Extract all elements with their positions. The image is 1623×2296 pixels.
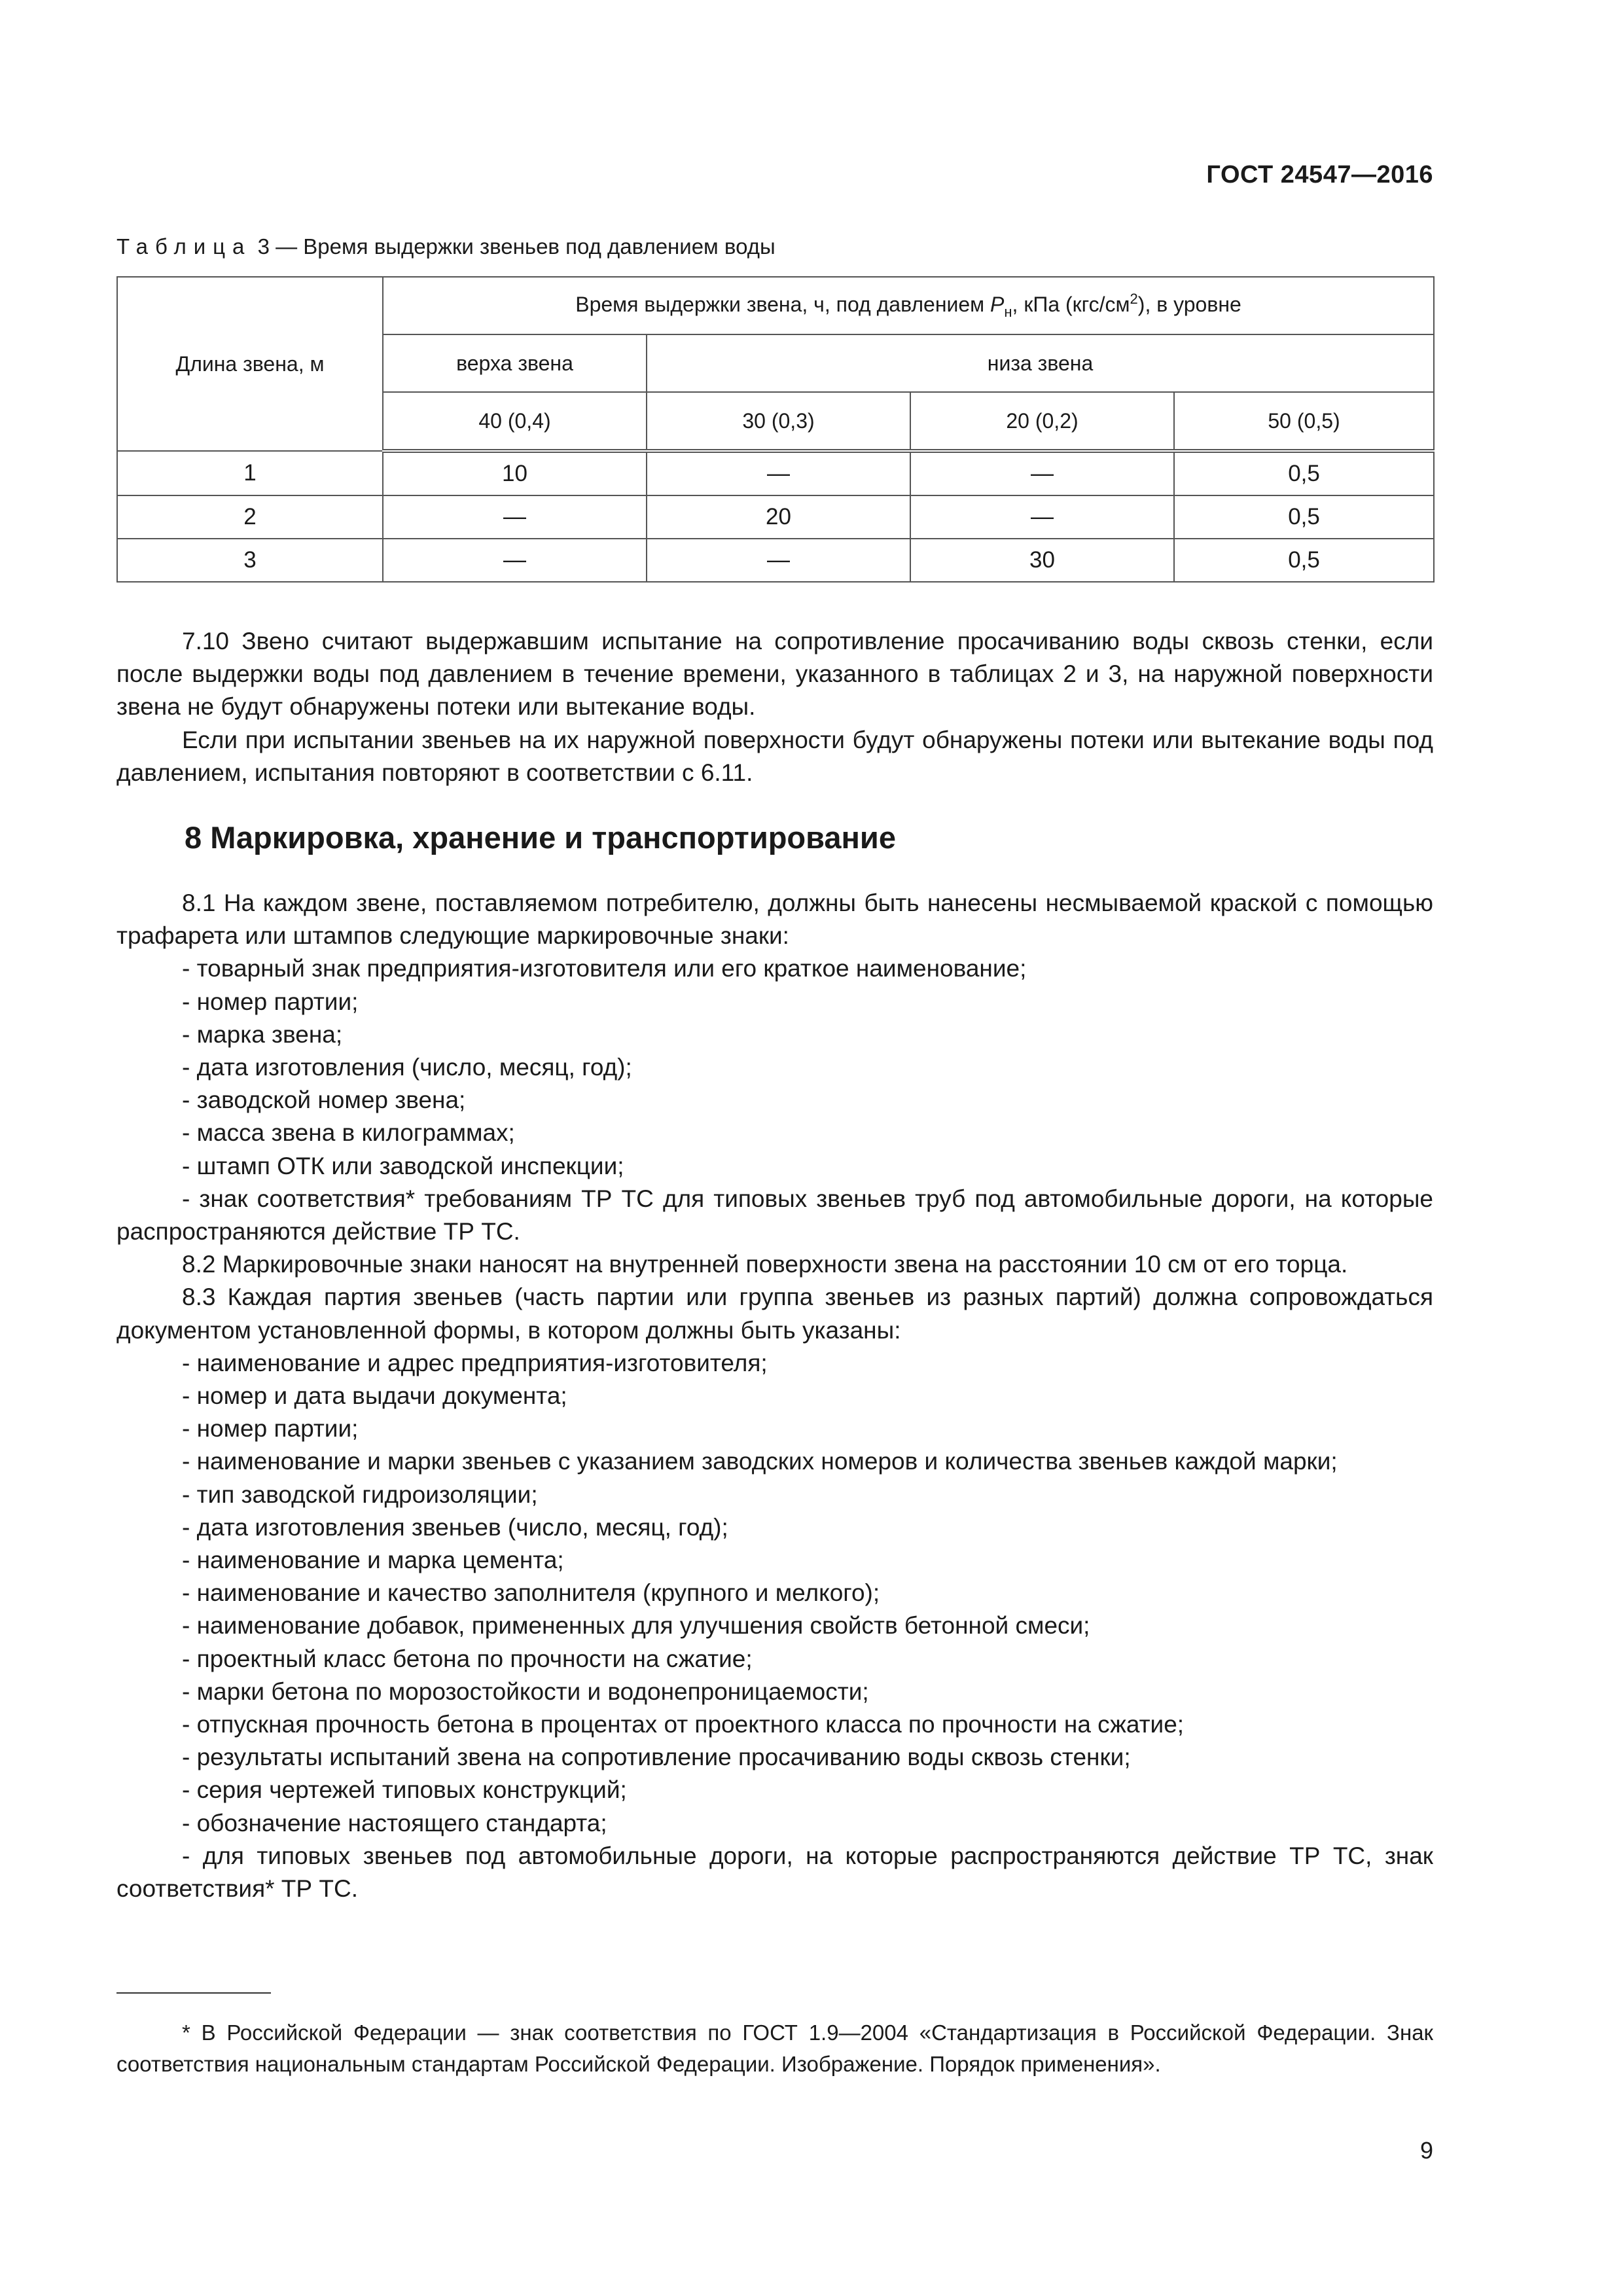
table-cell: 0,5 — [1174, 451, 1434, 495]
list-item: - для типовых звеньев под автомобильные дороги, на которые распространяются действие ТР ТС, знак соответствия* ТР ТС. — [116, 1842, 1433, 1903]
pressure-symbol: P — [990, 293, 1005, 316]
list-item: - серия чертежей типовых конструкций; — [182, 1776, 627, 1804]
header-holding-time-a: Время выдержки звена, ч, под давлением — [575, 293, 985, 316]
table-caption-text: 3 — Время выдержки звеньев под давлением воды — [257, 234, 776, 259]
table-cell: — — [910, 451, 1174, 495]
table-cell: 1 — [117, 451, 383, 495]
paragraph-8-1: 8.1 На каждом звене, поставляемом потребителю, должны быть нанесены несмываемой краской с помощью трафарета или штампов следующие маркировочные знаки: — [116, 889, 1433, 950]
list-item: - номер партии; — [182, 1415, 359, 1443]
list-item: - дата изготовления звеньев (число, месяц, год); — [182, 1513, 728, 1541]
header-length: Длина звена, м — [117, 277, 383, 451]
list-item: - результаты испытаний звена на сопротивление просачиванию воды сквозь стенки; — [182, 1744, 1131, 1771]
paragraph-7-10: 7.10 Звено считают выдержавшим испытание на сопротивление просачиванию воды сквозь стенки, если после выдержки воды под давлением в течение времени, указанного в таблицах 2 и 3, на наружной поверхности звена не будут обнаружены потеки или вытекание воды. — [116, 628, 1433, 721]
footnote-divider — [116, 1992, 271, 1994]
header-bottom-of-link: низа звена — [647, 334, 1434, 392]
header-pressure: 40 (0,4) — [383, 392, 647, 451]
list-item: - проектный класс бетона по прочности на сжатие; — [182, 1645, 753, 1672]
table-cell: 3 — [117, 539, 383, 582]
unit-superscript: 2 — [1130, 291, 1138, 307]
list-item: - масса звена в килограммах; — [182, 1119, 515, 1147]
header-holding-time — [383, 277, 1434, 334]
pressure-subscript: н — [1004, 304, 1012, 320]
list-item: - наименование и марка цемента; — [182, 1547, 564, 1574]
list-item: - штамп ОТК или заводской инспекции; — [182, 1152, 624, 1179]
table-cell: — — [647, 539, 910, 582]
section-8-text — [116, 887, 1433, 1905]
table-caption-label: Таблица — [116, 234, 252, 259]
table-caption — [116, 234, 776, 259]
holding-time-table — [116, 276, 1435, 583]
list-item: - тип заводской гидроизоляции; — [182, 1480, 538, 1508]
table-cell: 10 — [383, 451, 647, 495]
header-pressure: 50 (0,5) — [1174, 392, 1434, 451]
header-top-of-link: верха звена — [383, 334, 647, 392]
paragraph-8-3: 8.3 Каждая партия звеньев (часть партии или группа звеньев из разных партий) должна сопровождаться документом установленной формы, в котором должны быть указаны: — [116, 1283, 1433, 1344]
list-item: - заводской номер звена; — [182, 1086, 466, 1114]
list-item: - отпускная прочность бетона в процентах от проектного класса по прочности на сжатие; — [182, 1711, 1185, 1738]
header-pressure: 30 (0,3) — [647, 392, 910, 451]
header-holding-time-c: ), в уровне — [1137, 293, 1241, 316]
list-item: - номер партии; — [182, 988, 359, 1015]
paragraph-8-2: 8.2 Маркировочные знаки наносят на внутренней поверхности звена на расстоянии 10 см от его торца. — [182, 1251, 1348, 1278]
list-item: - знак соответствия* требованиям ТР ТС для типовых звеньев труб под автомобильные дороги, на которые распространяются действие ТР ТС. — [116, 1185, 1433, 1246]
header-holding-time-b: , кПа (кгс/см — [1012, 293, 1130, 316]
list-item: - наименование и марки звеньев с указанием заводских номеров и количества звеньев каждой марки; — [182, 1448, 1338, 1475]
list-item: - обозначение настоящего стандарта; — [182, 1809, 607, 1837]
list-item: - товарный знак предприятия-изготовителя или его краткое наименование; — [182, 955, 1027, 982]
list-item: - наименование и адрес предприятия-изготовителя; — [182, 1349, 768, 1376]
page-number: 9 — [1419, 2137, 1433, 2164]
table-row — [117, 451, 1434, 495]
footnote: * В Российской Федерации — знак соответствия по ГОСТ 1.9—2004 «Стандартизация в Российской Федерации. Знак соответствия национальным стандартам Российской Федерации. Изображение. Порядок применения». — [116, 2020, 1433, 2076]
table-row — [117, 495, 1434, 539]
table-cell: — — [383, 539, 647, 582]
list-item: - номер и дата выдачи документа; — [182, 1382, 567, 1410]
table-cell: — — [383, 495, 647, 539]
table-row — [117, 539, 1434, 582]
table-cell: 20 — [647, 495, 910, 539]
header-pressure: 20 (0,2) — [910, 392, 1174, 451]
paragraph-7-10-repeat: Если при испытании звеньев на их наружной поверхности будут обнаружены потеки или вытекание воды под давлением, испытания повторяют в соответствии с 6.11. — [116, 726, 1433, 786]
list-item: - марки бетона по морозостойкости и водонепроницаемости; — [182, 1677, 869, 1705]
list-item: - наименование и качество заполнителя (крупного и мелкого); — [182, 1579, 880, 1607]
list-item: - наименование добавок, примененных для улучшения свойств бетонной смеси; — [182, 1612, 1090, 1640]
table-cell: 0,5 — [1174, 495, 1434, 539]
section-8-heading: 8 Маркировка, хранение и транспортирование — [185, 820, 896, 855]
table-cell: 2 — [117, 495, 383, 539]
list-item: - марка звена; — [182, 1020, 343, 1048]
document-id-header: ГОСТ 24547—2016 — [1206, 161, 1433, 188]
table-cell: — — [647, 451, 910, 495]
section-7-text — [116, 625, 1433, 789]
table-cell: — — [910, 495, 1174, 539]
table-cell: 30 — [910, 539, 1174, 582]
table-cell: 0,5 — [1174, 539, 1434, 582]
list-item: - дата изготовления (число, месяц, год); — [182, 1054, 632, 1081]
